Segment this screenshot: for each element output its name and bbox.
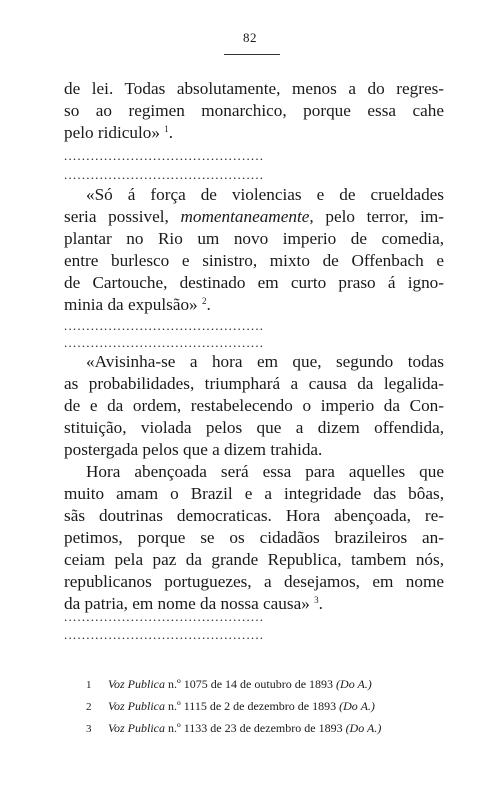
footnotes bbox=[86, 674, 466, 740]
text-line bbox=[64, 206, 444, 228]
italic-word: momentaneamente, bbox=[180, 207, 314, 226]
ellipsis-line: ............................................. bbox=[64, 630, 265, 640]
footnote-ref: 3 bbox=[314, 595, 319, 605]
footnote bbox=[86, 718, 466, 740]
text-line: sãs doutrinas democraticas. Hora abençoada, re- bbox=[64, 506, 444, 525]
text-line: «Avisinha-se a hora em que, segundo todas bbox=[86, 352, 444, 371]
footnote-source: Voz Publica bbox=[108, 699, 165, 713]
punctuation: . bbox=[318, 594, 323, 613]
text-line: ceiam pela paz da grande Republica, tambem nós, bbox=[64, 550, 444, 569]
footnote bbox=[86, 674, 466, 696]
text-fragment: seria possivel, bbox=[64, 207, 181, 226]
ellipsis-line: ............................................. bbox=[64, 612, 265, 622]
paragraph-block-2 bbox=[64, 184, 444, 316]
footnote-number: 1 bbox=[86, 679, 92, 691]
ellipsis-line: ............................................. bbox=[64, 170, 265, 180]
page-number: 82 bbox=[243, 30, 257, 45]
text-line: so ao regimen monarchico, porque essa cahe bbox=[64, 101, 444, 120]
text-line: «Só á força de violencias e de crueldades bbox=[86, 185, 444, 204]
footnote-ref: 2 bbox=[201, 296, 207, 306]
footnote-ref: 1 bbox=[164, 124, 169, 134]
text-line bbox=[64, 122, 444, 144]
text-line: plantar no Rio um novo imperio de comedia, bbox=[64, 229, 444, 248]
paragraph-block-3 bbox=[64, 351, 444, 461]
text-line: Hora abençoada será essa para aquelles que bbox=[86, 462, 444, 481]
punctuation: . bbox=[168, 123, 174, 142]
text-line: stituição, violada pelos que a dizem offendida, bbox=[64, 418, 444, 437]
footnote-tag: (Do A.) bbox=[339, 699, 375, 713]
text-line: de lei. Todas absolutamente, menos a do regres- bbox=[64, 79, 444, 98]
footnote-text: n.º 1133 de 23 de dezembro de 1893 bbox=[165, 721, 346, 735]
text-line: de Cartouche, destinado em curto praso á igno- bbox=[64, 273, 444, 292]
paragraph-block-1 bbox=[64, 78, 444, 144]
footnote-tag: (Do A.) bbox=[345, 721, 382, 735]
footnote-text: n.º 1075 de 14 de outubro de 1893 bbox=[165, 677, 337, 691]
text-line: muito amam o Brazil e a integridade das bôas, bbox=[64, 484, 444, 503]
footnote-source: Voz Publica bbox=[108, 721, 165, 735]
text-fragment: pelo terror, im- bbox=[313, 207, 444, 226]
text-fragment: pelo ridiculo» bbox=[64, 123, 160, 142]
text-line: postergada pelos que a dizem trahida. bbox=[64, 440, 323, 459]
header-rule bbox=[224, 54, 280, 55]
footnote-number: 3 bbox=[86, 723, 92, 735]
punctuation: . bbox=[206, 295, 211, 314]
text-line bbox=[64, 294, 444, 316]
text-line: as probabilidades, triumphará a causa da legalida- bbox=[64, 374, 444, 393]
ellipsis-line: ............................................. bbox=[64, 151, 265, 161]
text-line: entre burlesco e sinistro, mixto de Offenbach e bbox=[64, 251, 444, 270]
text-line: republicanos portuguezes, a desejamos, em nome bbox=[64, 572, 444, 591]
ellipsis-line: ............................................. bbox=[64, 338, 265, 348]
footnote-tag: (Do A.) bbox=[336, 677, 372, 691]
text-fragment: minia da expulsão» bbox=[64, 295, 198, 314]
ellipsis-line: ............................................. bbox=[64, 321, 265, 331]
footnote-source: Voz Publica bbox=[108, 677, 165, 691]
text-fragment: da patria, em nome da nossa causa» bbox=[64, 594, 310, 613]
footnote bbox=[86, 696, 466, 718]
paragraph-block-4 bbox=[64, 461, 444, 615]
footnote-text: n.º 1115 de 2 de dezembro de 1893 bbox=[165, 699, 340, 713]
text-line: petimos, porque se os cidadãos brazileiros an- bbox=[64, 528, 444, 547]
text-line: de e da ordem, restabelecendo o imperio da Con- bbox=[64, 396, 444, 415]
footnote-number: 2 bbox=[86, 701, 92, 713]
